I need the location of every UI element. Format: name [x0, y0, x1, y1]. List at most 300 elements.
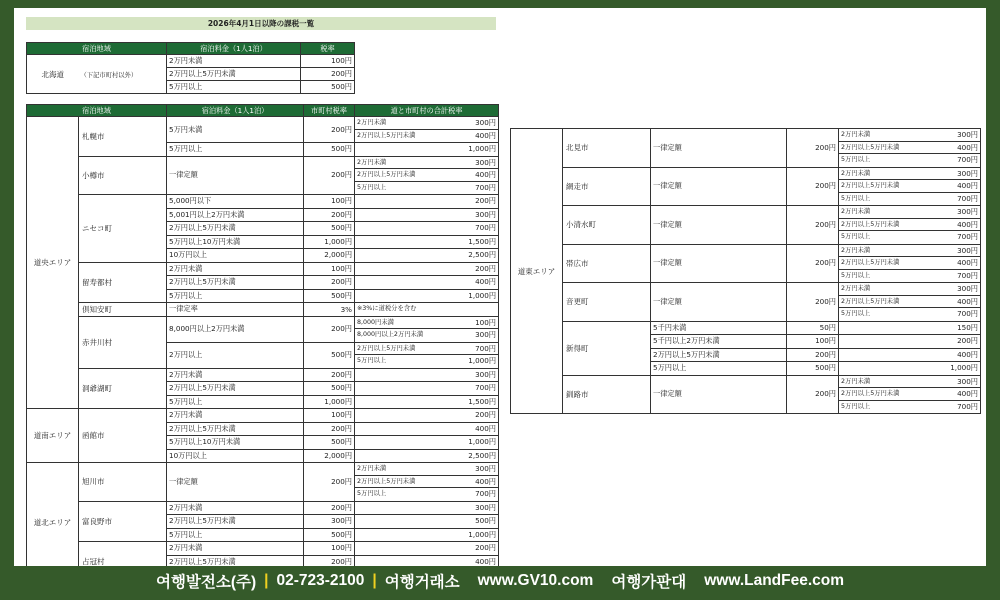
- total-rate-line: [355, 209, 498, 222]
- sub-fee-range: 2万円以上5万円未満: [841, 259, 900, 266]
- header-area: 宿泊地域: [27, 105, 167, 117]
- sub-rate-line: [839, 283, 980, 296]
- total-rate-cell: [839, 348, 981, 362]
- sub-fee-range: 2万円以上5万円未満: [841, 182, 900, 189]
- sub-total-rate: 400円: [957, 142, 978, 152]
- right-tax-table: [510, 128, 981, 414]
- fee-cell: 一律定額: [651, 244, 787, 283]
- total-rate-cell: [839, 129, 981, 168]
- sub-rate-line: [355, 182, 498, 195]
- total-rate-cell: [355, 276, 499, 290]
- fee-cell: 5万円以上10万円未満: [167, 436, 304, 450]
- fee-cell: 2万円以上5万円未満: [167, 515, 304, 529]
- sub-rate-line: [839, 401, 980, 414]
- total-rate-cell: [355, 222, 499, 236]
- municipal-rate-cell: 500円: [304, 342, 355, 368]
- total-rate-cell: [355, 262, 499, 276]
- sub-fee-range: 8,000円未満: [357, 318, 394, 326]
- total-rate-cell: [839, 362, 981, 376]
- fee-cell: 一律定率: [167, 303, 304, 317]
- fee-cell: 2万円以上5万円未満: [651, 348, 787, 362]
- total-rate: 400円: [475, 556, 497, 566]
- fee-cell: 2万円以上5万円未満: [167, 422, 304, 436]
- municipal-rate-cell: 200円: [304, 208, 355, 222]
- total-rate: 200円: [475, 410, 497, 419]
- municipal-rate-cell: 100円: [304, 542, 355, 556]
- sub-total-rate: 300円: [957, 284, 978, 293]
- table-row: [511, 244, 981, 283]
- footer-phone: 02-723-2100: [276, 572, 365, 589]
- footer-separator: |: [372, 572, 377, 589]
- sub-total-rate: 300円: [475, 464, 497, 473]
- table-row: [511, 167, 981, 206]
- document-page: [14, 8, 986, 566]
- total-rate-cell: [355, 463, 499, 502]
- sub-fee-range: 2万円以上5万円未満: [357, 171, 416, 178]
- header-rate: 税率: [301, 43, 355, 55]
- sub-fee-range: 2万円以上5万円未満: [841, 297, 900, 305]
- fee-cell: 2万円未満: [167, 368, 304, 382]
- total-rate-line: [355, 542, 498, 555]
- municipal-rate-cell: 200円: [304, 117, 355, 143]
- total-rate-cell: [355, 542, 499, 556]
- total-rate-line: [355, 502, 498, 515]
- sub-fee-range: 2万円未満: [357, 158, 387, 166]
- table-row: [27, 303, 499, 317]
- sub-rate-line: [839, 168, 980, 181]
- total-rate-cell: [839, 375, 981, 414]
- city-name: 函館市: [79, 409, 167, 463]
- sub-fee-range: 2万円未満: [357, 465, 387, 472]
- footer-separator: |: [264, 572, 269, 589]
- header-municipal-rate: 市町村税率: [304, 105, 355, 117]
- total-rate-line: [355, 436, 498, 449]
- total-rate-cell: [355, 501, 499, 515]
- total-rate: 400円: [957, 349, 978, 359]
- sub-rate-line: [355, 476, 498, 489]
- document-title: 2026年4月1日以降の課税一覧: [26, 17, 496, 30]
- table-row: [511, 206, 981, 245]
- sub-fee-range: 5万円以上: [357, 357, 387, 364]
- rate-cell: 500円: [301, 81, 355, 94]
- table-row: [511, 129, 981, 168]
- fee-cell: 2万円以上5万円未満: [167, 276, 304, 290]
- total-rate-cell: [355, 316, 499, 342]
- total-rate-cell: [355, 289, 499, 303]
- table-row: [27, 463, 499, 502]
- total-rate-line: [355, 396, 498, 409]
- city-name: 小樽市: [79, 156, 167, 195]
- municipal-rate-cell: 200円: [304, 463, 355, 502]
- total-rate-cell: [839, 244, 981, 283]
- total-rate-cell: [355, 368, 499, 382]
- total-rate-line: [839, 349, 980, 362]
- fee-cell: 5千円未満: [651, 321, 787, 335]
- sub-rate-line: [839, 308, 980, 321]
- total-rate: 1,500円: [468, 236, 497, 246]
- sub-fee-range: 2万円未満: [841, 131, 871, 138]
- sub-rate-line: [355, 463, 498, 476]
- fee-cell: 一律定額: [167, 463, 304, 502]
- sub-total-rate: 300円: [957, 376, 978, 386]
- sub-fee-range: 2万円未満: [841, 169, 871, 177]
- rate-cell: 100円: [301, 55, 355, 68]
- municipal-rate-cell: 200円: [787, 129, 839, 168]
- total-rate-line: [355, 236, 498, 249]
- sub-rate-line: [839, 154, 980, 167]
- sub-fee-range: 8,000円以上2万円未満: [357, 331, 424, 338]
- table-row: [27, 117, 499, 143]
- municipal-rate-cell: 500円: [304, 222, 355, 236]
- total-rate-cell: [355, 555, 499, 566]
- city-name: 留寿都村: [79, 262, 167, 303]
- municipal-rate-cell: 100円: [304, 195, 355, 209]
- sub-total-rate: 300円: [475, 330, 497, 339]
- table-row: [27, 316, 499, 342]
- sub-total-rate: 400円: [957, 389, 978, 398]
- sub-total-rate: 700円: [475, 182, 497, 192]
- sub-total-rate: 400円: [957, 296, 978, 306]
- sub-total-rate: 100円: [475, 317, 497, 327]
- city-name: 釧路市: [563, 375, 651, 414]
- sub-fee-range: 5万円以上: [841, 310, 871, 317]
- city-name: 音更町: [563, 283, 651, 322]
- header-total-rate: 道と市町村の合計税率: [355, 105, 499, 117]
- left-tax-table: [26, 104, 499, 566]
- city-name: 札幌市: [79, 117, 167, 157]
- fee-cell: 2万円未満: [167, 409, 304, 423]
- total-rate-line: [355, 263, 498, 276]
- total-rate-line: [355, 290, 498, 303]
- municipal-rate-cell: 100円: [304, 409, 355, 423]
- municipal-rate-cell: 100円: [304, 262, 355, 276]
- header-area: 宿泊地域: [27, 43, 167, 55]
- sub-total-rate: 300円: [957, 130, 978, 139]
- total-rate-cell: [839, 321, 981, 335]
- fee-cell: 8,000円以上2万円未満: [167, 316, 304, 342]
- municipal-rate-cell: 300円: [304, 515, 355, 529]
- total-rate-cell: [839, 335, 981, 349]
- area-name: 道央エリア: [27, 117, 79, 409]
- sub-total-rate: 400円: [957, 258, 978, 267]
- sub-rate-line: [839, 206, 980, 219]
- fee-cell: 5万円以上10万円未満: [167, 235, 304, 249]
- total-rate-cell: [355, 409, 499, 423]
- sub-rate-line: [355, 117, 498, 130]
- total-rate-line: [355, 195, 498, 208]
- sub-total-rate: 400円: [475, 476, 497, 486]
- sub-fee-range: 2万円以上5万円未満: [357, 131, 416, 139]
- total-rate: 150円: [957, 322, 978, 332]
- total-rate: 200円: [475, 543, 497, 552]
- area-name: 道北エリア: [27, 463, 79, 567]
- sub-total-rate: 700円: [957, 401, 978, 411]
- city-name: 富良野市: [79, 501, 167, 542]
- sub-rate-line: [355, 157, 498, 170]
- municipal-rate-cell: 500円: [304, 143, 355, 157]
- sub-fee-range: 2万円以上5万円未満: [357, 344, 416, 352]
- sub-total-rate: 300円: [957, 245, 978, 255]
- sub-rate-line: [839, 257, 980, 270]
- total-rate: 1,500円: [468, 396, 497, 406]
- sub-rate-line: [839, 219, 980, 232]
- sub-total-rate: 700円: [957, 193, 978, 203]
- city-name: 洞爺湖町: [79, 368, 167, 409]
- sub-rate-line: [839, 245, 980, 258]
- table-row: [27, 195, 499, 209]
- footer-company: 여행발전소(주): [155, 574, 257, 591]
- fee-cell: 2万円以上5万円未満: [167, 382, 304, 396]
- total-rate-cell: [839, 167, 981, 206]
- total-rate: 300円: [475, 369, 497, 379]
- total-rate-cell: [355, 156, 499, 195]
- sub-rate-line: [839, 388, 980, 401]
- total-rate: 400円: [475, 277, 497, 286]
- rate-cell: 200円: [301, 68, 355, 81]
- municipal-rate-cell: 200円: [304, 555, 355, 566]
- total-rate: 2,500円: [468, 250, 497, 259]
- footer-link-landfee[interactable]: www.LandFee.com: [704, 572, 845, 589]
- fee-cell: 一律定額: [651, 206, 787, 245]
- footer-label-exchange: 여행거래소: [384, 574, 460, 591]
- total-rate: 300円: [475, 209, 497, 219]
- municipal-rate-cell: 500円: [304, 528, 355, 542]
- area-name: 道南エリア: [27, 409, 79, 463]
- total-rate-cell: [355, 117, 499, 143]
- fee-cell: 5千円以上2万円未満: [651, 335, 787, 349]
- municipal-rate-cell: 1,000円: [304, 235, 355, 249]
- total-rate: 700円: [475, 383, 497, 392]
- fee-cell: 2万円未満: [167, 262, 304, 276]
- sub-total-rate: 700円: [957, 155, 978, 164]
- total-rate: 200円: [475, 196, 497, 205]
- total-rate-cell: [355, 422, 499, 436]
- municipal-rate-cell: 200円: [304, 156, 355, 195]
- fee-cell: 一律定額: [651, 167, 787, 206]
- sub-rate-line: [839, 376, 980, 389]
- city-name: 小清水町: [563, 206, 651, 245]
- total-rate: 1,000円: [468, 529, 497, 539]
- city-name: 倶知安町: [79, 303, 167, 317]
- city-name: 網走市: [563, 167, 651, 206]
- total-rate-line: [839, 335, 980, 348]
- total-rate: 200円: [475, 263, 497, 273]
- sub-rate-line: [839, 193, 980, 206]
- total-rate-line: [355, 529, 498, 542]
- fee-cell: 5,001円以上2万円未満: [167, 208, 304, 222]
- sub-total-rate: 700円: [475, 489, 497, 498]
- total-rate-cell: [355, 143, 499, 157]
- sub-fee-range: 2万円以上5万円未満: [841, 220, 900, 228]
- table-row: [27, 501, 499, 515]
- rate-note: ※3%に道税分を含む: [357, 305, 417, 312]
- municipal-rate-cell: 1,000円: [304, 395, 355, 409]
- total-rate-cell: [355, 235, 499, 249]
- municipal-rate-cell: 100円: [787, 335, 839, 349]
- municipal-rate-cell: 200円: [304, 501, 355, 515]
- sub-fee-range: 5万円以上: [357, 490, 387, 497]
- total-rate-cell: [355, 528, 499, 542]
- total-rate-line: [355, 409, 498, 422]
- municipal-rate-cell: 200円: [787, 283, 839, 322]
- city-name: 赤井川村: [79, 316, 167, 368]
- total-rate: 400円: [475, 423, 497, 433]
- sub-fee-range: 2万円以上5万円未満: [841, 143, 900, 151]
- municipal-rate-cell: 200円: [304, 316, 355, 342]
- fee-cell: 5万円以上: [651, 362, 787, 376]
- fee-cell: 5万円以上: [167, 143, 304, 157]
- total-rate-line: [355, 249, 498, 262]
- sub-rate-line: [355, 343, 498, 356]
- sub-fee-range: 5万円以上: [841, 156, 871, 163]
- total-rate: 200円: [957, 336, 978, 345]
- sub-rate-line: [355, 130, 498, 143]
- fee-cell: 10万円以上: [167, 249, 304, 263]
- fee-cell: 一律定額: [651, 375, 787, 414]
- area-hokkaido: 北海道: [27, 55, 79, 94]
- total-rate: 1,000円: [468, 437, 497, 446]
- sub-total-rate: 300円: [475, 118, 497, 127]
- fee-cell: 5万円以上: [167, 395, 304, 409]
- total-rate-line: [355, 556, 498, 567]
- total-rate: 300円: [475, 502, 497, 512]
- municipal-rate-cell: 200円: [304, 368, 355, 382]
- fee-cell: 一律定額: [651, 129, 787, 168]
- sub-total-rate: 400円: [957, 181, 978, 190]
- table-row: [27, 542, 499, 556]
- total-rate-line: [355, 515, 498, 528]
- table-row: [27, 156, 499, 195]
- municipal-rate-cell: 500円: [304, 382, 355, 396]
- sub-fee-range: 2万円以上5万円未満: [357, 477, 416, 485]
- sub-total-rate: 1,000円: [468, 356, 497, 365]
- sub-rate-line: [839, 180, 980, 193]
- hokkaido-table: [26, 42, 355, 94]
- table-row: [511, 321, 981, 335]
- total-rate-cell: [839, 283, 981, 322]
- municipal-rate-cell: 200円: [787, 244, 839, 283]
- fee-cell: 2万円未満: [167, 501, 304, 515]
- city-name: 帯広市: [563, 244, 651, 283]
- sub-fee-range: 2万円未満: [841, 208, 871, 215]
- sub-rate-line: [355, 329, 498, 342]
- city-name: 旭川市: [79, 463, 167, 502]
- municipal-rate-cell: 2,000円: [304, 249, 355, 263]
- header-fee: 宿泊料金（1人1泊）: [167, 43, 301, 55]
- sub-fee-range: 2万円未満: [357, 119, 387, 126]
- municipal-rate-cell: 3%: [304, 303, 355, 317]
- total-rate: 1,000円: [468, 144, 497, 153]
- total-rate-cell: [355, 395, 499, 409]
- total-rate-line: [839, 362, 980, 375]
- footer-bar: [0, 568, 1000, 594]
- footer-link-gv10[interactable]: www.GV10.com: [477, 572, 594, 589]
- municipal-rate-cell: 500円: [304, 289, 355, 303]
- sub-total-rate: 700円: [957, 309, 978, 318]
- municipal-rate-cell: 50円: [787, 321, 839, 335]
- total-rate-cell: [355, 249, 499, 263]
- fee-cell: 5,000円以下: [167, 195, 304, 209]
- table-row: [27, 409, 499, 423]
- area-note: （下記市町村以外）: [79, 55, 167, 94]
- city-name: ニセコ町: [79, 195, 167, 263]
- total-rate: 1,000円: [468, 290, 497, 300]
- fee-cell: 2万円以上: [167, 342, 304, 368]
- sub-total-rate: 400円: [475, 130, 497, 140]
- sub-fee-range: 2万円未満: [841, 285, 871, 292]
- sub-total-rate: 700円: [957, 270, 978, 280]
- fee-cell: 5万円未満: [167, 117, 304, 143]
- municipal-rate-cell: 200円: [787, 375, 839, 414]
- sub-rate-line: [355, 488, 498, 501]
- total-rate-line: [355, 423, 498, 436]
- table-row: [511, 375, 981, 414]
- municipal-rate-cell: 500円: [304, 436, 355, 450]
- total-rate-line: [839, 322, 980, 335]
- fee-cell: 一律定額: [167, 156, 304, 195]
- sub-total-rate: 300円: [475, 157, 497, 167]
- sub-fee-range: 2万円未満: [841, 377, 871, 385]
- area-name: 道東エリア: [511, 129, 563, 414]
- total-rate-cell: [355, 208, 499, 222]
- fee-cell: 5万円以上: [167, 528, 304, 542]
- total-rate-cell: [355, 436, 499, 450]
- total-rate-line: [355, 450, 498, 463]
- total-rate-line: [355, 369, 498, 382]
- fee-cell: 5万円以上: [167, 289, 304, 303]
- sub-rate-line: [839, 142, 980, 155]
- total-rate-line: [355, 303, 498, 316]
- table-row: [27, 262, 499, 276]
- municipal-rate-cell: 200円: [787, 167, 839, 206]
- sub-rate-line: [839, 231, 980, 244]
- sub-total-rate: 700円: [475, 343, 497, 353]
- city-name: 新得町: [563, 321, 651, 375]
- sub-rate-line: [355, 317, 498, 330]
- table-row: [27, 368, 499, 382]
- municipal-rate-cell: 200円: [304, 276, 355, 290]
- fee-cell: 2万円以上5万円未満: [167, 555, 304, 566]
- sub-fee-range: 2万円未満: [841, 246, 871, 254]
- city-name: 占冠村: [79, 542, 167, 567]
- total-rate-line: [355, 276, 498, 289]
- table-row: [511, 283, 981, 322]
- sub-total-rate: 300円: [957, 207, 978, 216]
- sub-rate-line: [839, 270, 980, 283]
- sub-total-rate: 400円: [475, 170, 497, 179]
- fee-cell: 一律定額: [651, 283, 787, 322]
- sub-total-rate: 400円: [957, 219, 978, 229]
- sub-rate-line: [355, 169, 498, 182]
- header-fee: 宿泊料金（1人1泊）: [167, 105, 304, 117]
- total-rate: 1,000円: [950, 363, 978, 372]
- sub-rate-line: [839, 129, 980, 142]
- fee-cell: 2万円以上5万円未満: [167, 222, 304, 236]
- sub-fee-range: 5万円以上: [841, 271, 871, 279]
- fee-cell: 2万円以上5万円未満: [167, 68, 301, 81]
- fee-cell: 2万円未満: [167, 55, 301, 68]
- sub-fee-range: 5万円以上: [841, 402, 871, 410]
- total-rate: 700円: [475, 223, 497, 232]
- sub-fee-range: 5万円以上: [841, 194, 871, 202]
- total-rate-cell: [355, 382, 499, 396]
- city-name: 北見市: [563, 129, 651, 168]
- total-rate-line: [355, 143, 498, 156]
- municipal-rate-cell: 500円: [787, 362, 839, 376]
- sub-total-rate: 300円: [957, 168, 978, 178]
- total-rate-cell: [839, 206, 981, 245]
- fee-cell: 5万円以上: [167, 81, 301, 94]
